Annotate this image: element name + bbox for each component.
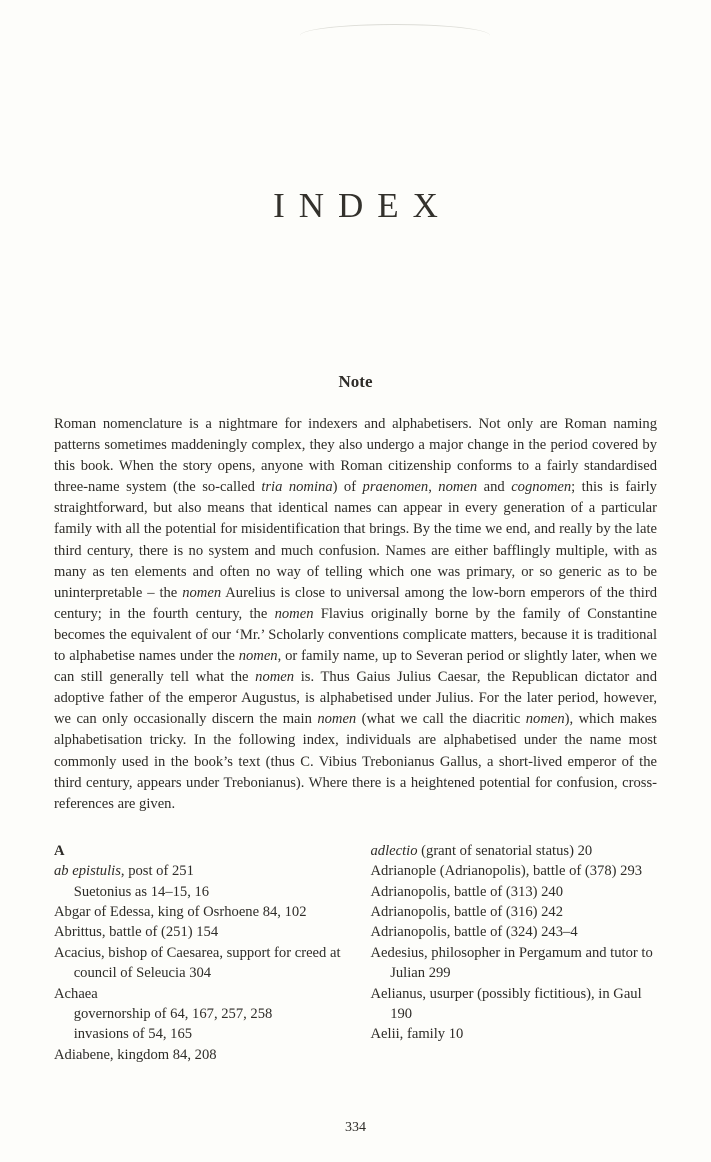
- index-entry: Suetonius as 14–15, 16: [73, 883, 210, 900]
- index-entry: Aedesius, philosopher in Pergamum and tutor to Julian 299: [370, 944, 653, 982]
- index-entry: Aelianus, usurper (possibly fictitious), in Gaul 190: [370, 985, 642, 1023]
- index-letter-heading: A: [54, 842, 65, 859]
- index-column-right: [371, 841, 658, 1065]
- index-entry: Adrianopolis, battle of (324) 243–4: [370, 924, 578, 941]
- note-heading: Note: [338, 372, 373, 391]
- index-entry: Acacius, bishop of Caesarea, support for creed at council of Seleucia 304: [54, 944, 341, 982]
- index-entry: adlectio (grant of senatorial status) 20: [370, 842, 593, 859]
- index-entry: Adrianopolis, battle of (313) 240: [370, 883, 564, 900]
- index-entry: Abrittus, battle of (251) 154: [54, 924, 219, 941]
- page-number: 334: [345, 1120, 366, 1135]
- index-entry: Adrianople (Adrianopolis), battle of (378) 293: [370, 863, 643, 880]
- index-entry: Aelii, family 10: [370, 1026, 464, 1043]
- note-paragraph: Roman nomenclature is a nightmare for indexers and alphabetisers. Not only are Roman naming patterns sometimes maddeningly complex, they also undergo a major change in the period covered by this book. When the story opens, anyone with Roman citizenship conforms to a fairly standardised three-name system (the so-called tria nomina) of praenomen, nomen and cognomen; this is fairly straightforward, but also means that identical names can appear in every generation of a particular family with all the potential for misidentification that brings. By the time we end, and really by the late third century, there is no system and much confusion. Names are either bafflingly multiple, with as many as ten elements and often no way of telling which one was primary, or so generic as to be uninterpretable – the nomen Aurelius is close to universal among the low-born emperors of the third century; in the fourth century, the nomen Flavius originally borne by the family of Constantine becomes the equivalent of our ‘Mr.’ Scholarly conventions complicate matters, because it is traditional to alphabetise names under the nomen, or family name, up to Severan period or slightly later, when we can still generally tell what the nomen is. Thus Gaius Julius Caesar, the Republican dictator and adoptive father of the emperor Augustus, is alphabetised under Julius. For the later period, however, we can only occasionally discern the main nomen (what we call the diacritic nomen), which makes alphabetisation tricky. In the following index, individuals are alphabetised under the name most commonly used in the book’s text (thus C. Vibius Trebonianus Gallus, a short-lived emperor of the third century, appears under Trebonianus). Where there is a heightened potential for confusion, cross-references are given.: [54, 416, 658, 812]
- index-entry: governorship of 64, 167, 257, 258: [73, 1006, 273, 1023]
- index-entry: Achaea: [54, 985, 98, 1002]
- index-entry: invasions of 54, 165: [73, 1026, 193, 1043]
- index-column-left: [54, 841, 341, 1065]
- page-title: INDEX: [273, 186, 452, 225]
- index-entry: Adrianopolis, battle of (316) 242: [370, 904, 564, 920]
- index-section: [54, 815, 657, 1065]
- index-entry: Adiabene, kingdom 84, 208: [54, 1046, 217, 1063]
- index-entry: Abgar of Edessa, king of Osrhoene 84, 102: [54, 904, 307, 920]
- index-entry: ab epistulis, post of 251: [54, 863, 194, 880]
